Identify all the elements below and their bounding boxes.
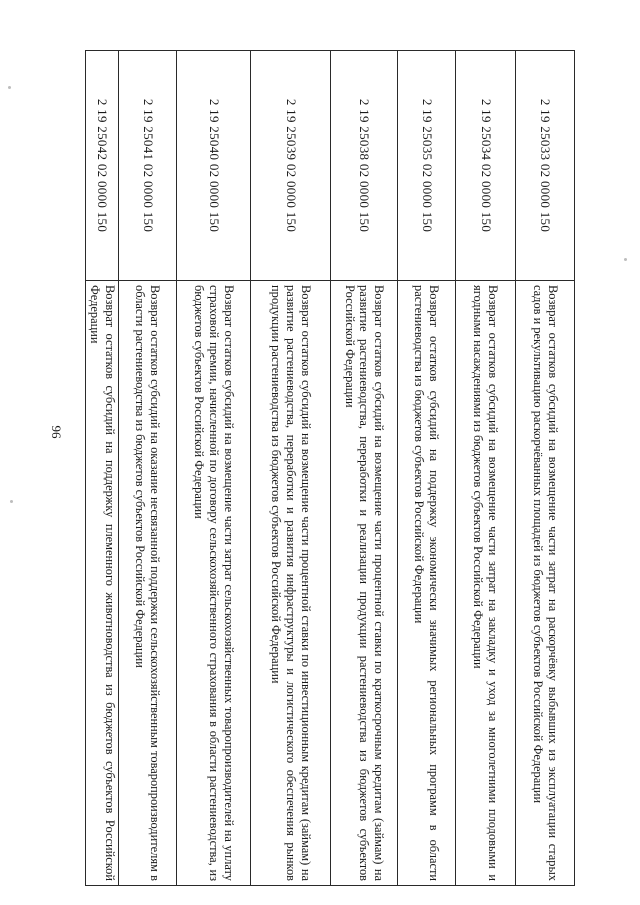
budget-code: 2 19 25042 02 0000 150 [86, 51, 119, 281]
table-row [456, 51, 516, 886]
scan-speck [8, 86, 11, 89]
code-description: Возврат остатков субсидий на возмещение части затрат на закладку и уход за многолетними плодовыми и ягодными насаждениями из бюджетов субъектов Российской Федерации [456, 281, 516, 886]
table-row [86, 51, 119, 886]
table-row [516, 51, 575, 886]
code-description: Возврат остатков субсидий на возмещение части затрат на раскорчёвку выбывших из эксплуатации старых садов и рекультивацию раскорчёванных площадей из бюджетов субъектов Российской Федерации [516, 281, 575, 886]
code-description: Возврат остатков субсидий на возмещение части затрат сельскохозяйственных товаропроизводителей на уплату страховой премии, начисленной по договору сельскохозяйственного страхования в области растениеводства, из бюджетов субъектов Российской Федерации [177, 281, 251, 886]
table-row [119, 51, 177, 886]
table-row [398, 51, 456, 886]
code-description: Возврат остатков субсидий на поддержку племенного животноводства из бюджетов субъектов Российской Федерации [86, 281, 119, 886]
budget-code: 2 19 25039 02 0000 150 [251, 51, 331, 281]
table-row [251, 51, 331, 886]
budget-code: 2 19 25041 02 0000 150 [119, 51, 177, 281]
scan-speck [624, 258, 627, 261]
code-description: Возврат остатков субсидий на оказание несвязанной поддержки сельскохозяйственным товаропроизводителям в области растениеводства из бюджетов субъектов Российской Федерации [119, 281, 177, 886]
scan-speck [10, 500, 13, 503]
table-row [331, 51, 398, 886]
code-description: Возврат остатков субсидий на поддержку экономически значимых региональных программ в области растениеводства из бюджетов субъектов Российской Федерации [398, 281, 456, 886]
budget-code: 2 19 25038 02 0000 150 [331, 51, 398, 281]
page-number: 96 [49, 425, 64, 439]
code-description: Возврат остатков субсидий на возмещение части процентной ставки по краткосрочным кредитам (займам) на развитие растениеводства, переработки и реализации продукции растениеводства из бюджетов субъектов Российской Федерации [331, 281, 398, 886]
budget-code: 2 19 25035 02 0000 150 [398, 51, 456, 281]
budget-code: 2 19 25034 02 0000 150 [456, 51, 516, 281]
budget-codes-table [85, 50, 575, 886]
table-row [177, 51, 251, 886]
table-sheet [86, 50, 575, 886]
code-description: Возврат остатков субсидий на возмещение части процентной ставки по инвестиционным кредитам (займам) на развитие растениеводства, переработки и развития инфраструктуры и логистического обеспечения рынков продукции растениеводства из бюджетов субъектов Российской Федерации [251, 281, 331, 886]
budget-code: 2 19 25040 02 0000 150 [177, 51, 251, 281]
budget-code: 2 19 25033 02 0000 150 [516, 51, 575, 281]
